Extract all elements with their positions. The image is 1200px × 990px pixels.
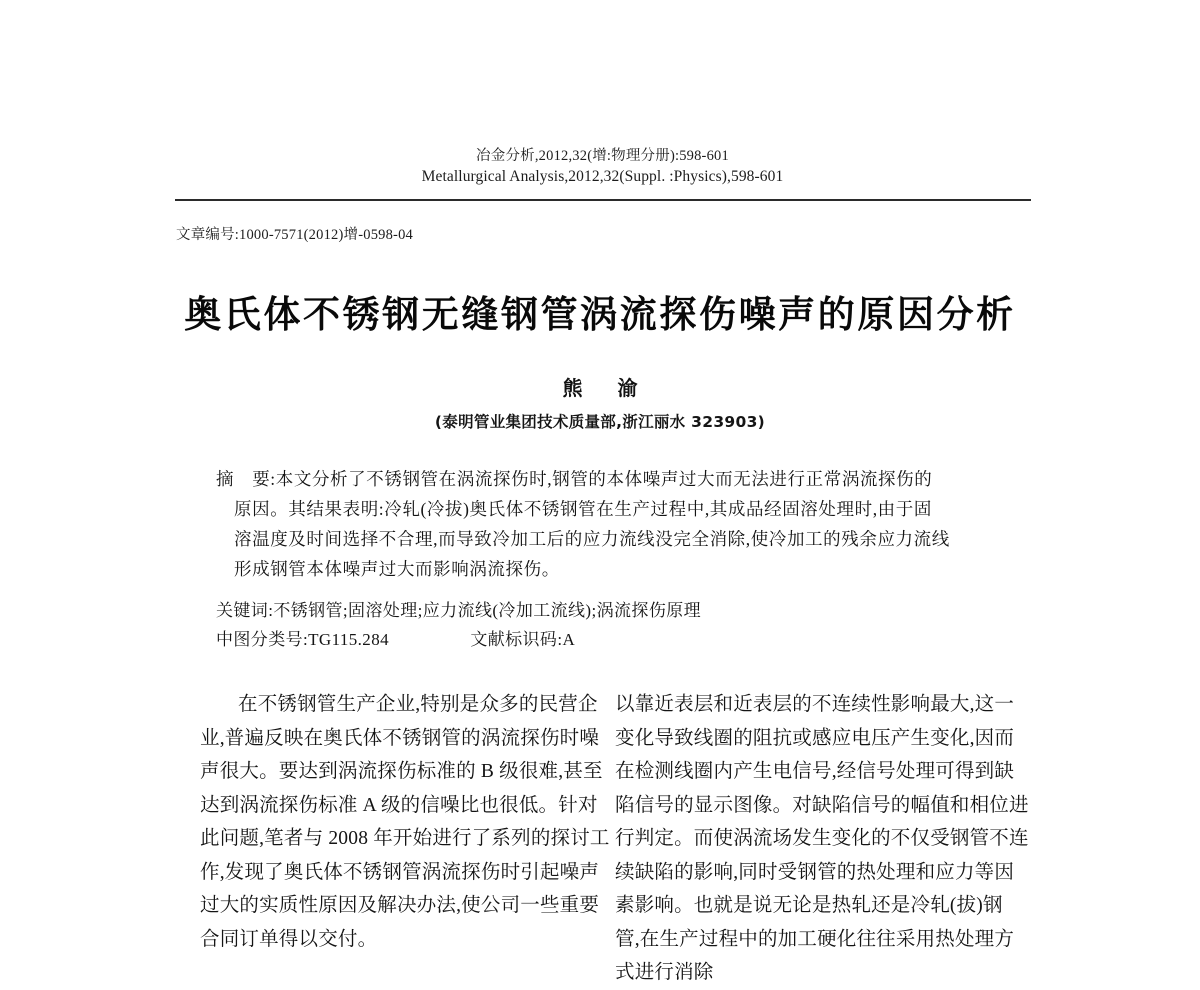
abstract-line: 摘 要:本文分析了不锈钢管在涡流探伤时,钢管的本体噪声过大而无法进行正常涡流探伤的 bbox=[216, 469, 933, 489]
body-columns bbox=[200, 688, 1030, 983]
body-line: 作,发现了奥氏体不锈钢管涡流探伤时引起噪声 bbox=[200, 861, 600, 883]
body-column-left bbox=[200, 688, 610, 956]
body-line: 变化导致线圈的阻抗或感应电压产生变化,因而 bbox=[615, 727, 1015, 749]
author-affiliation: (泰明管业集团技术质量部,浙江丽水 323903) bbox=[434, 413, 766, 431]
body-line: 陷信号的显示图像。对缺陷信号的幅值和相位进 bbox=[615, 794, 1029, 816]
document-code: 文献标识码:A bbox=[470, 630, 576, 649]
body-line: 合同订单得以交付。 bbox=[200, 928, 378, 950]
body-line: 业,普遍反映在奥氏体不锈钢管的涡流探伤时噪 bbox=[200, 727, 600, 749]
metadata-block bbox=[216, 596, 1016, 654]
body-line: 式进行消除 bbox=[615, 962, 714, 983]
abstract-line: 形成钢管本体噪声过大而影响涡流探伤。 bbox=[234, 559, 560, 579]
article-number: 文章编号:1000-7571(2012)增-0598-04 bbox=[176, 227, 413, 243]
body-line: 行判定。而使涡流场发生变化的不仅受钢管不连 bbox=[615, 828, 1029, 849]
journal-running-head bbox=[175, 146, 1030, 188]
header-divider-rule bbox=[175, 199, 1031, 201]
keywords-line: 关键词:不锈钢管;固溶处理;应力流线(冷加工流线);涡流探伤原理 bbox=[216, 601, 702, 620]
abstract-line: 溶温度及时间选择不合理,而导致冷加工后的应力流线没完全消除,使冷加工的残余应力流线 bbox=[234, 529, 950, 549]
abstract-line: 原因。其结果表明:冷轧(冷拔)奥氏体不锈钢管在生产过程中,其成品经固溶处理时,由于固 bbox=[234, 499, 932, 519]
body-line: 在不锈钢管生产企业,特别是众多的民营企 bbox=[238, 694, 598, 715]
running-head-chinese: 冶金分析,2012,32(增:物理分册):598-601 bbox=[476, 148, 729, 164]
body-column-right bbox=[615, 688, 1029, 990]
classification-line bbox=[216, 625, 1016, 654]
body-line: 素影响。也就是说无论是热轧还是冷轧(拔)钢 bbox=[615, 895, 1003, 916]
abstract-block bbox=[216, 464, 1016, 584]
body-line: 以靠近表层和近表层的不连续性影响最大,这一 bbox=[615, 694, 1015, 715]
body-line: 达到涡流探伤标准 A 级的信噪比也很低。针对 bbox=[200, 794, 598, 816]
body-line: 在检测线圈内产生电信号,经信号处理可得到缺 bbox=[615, 761, 1015, 782]
body-line: 管,在生产过程中的加工硬化往往采用热处理方 bbox=[615, 928, 1015, 950]
page-title: 奥氏体不锈钢无缝钢管涡流探伤噪声的原因分析 bbox=[184, 293, 1016, 336]
author-name: 熊 渝 bbox=[562, 376, 652, 400]
clc-number: 中图分类号:TG115.284 bbox=[216, 630, 390, 649]
body-line: 此问题,笔者与 2008 年开始进行了系列的探讨工 bbox=[200, 828, 610, 849]
body-line: 过大的实质性原因及解决办法,使公司一些重要 bbox=[200, 895, 600, 916]
body-line: 声很大。要达到涡流探伤标准的 B 级很难,甚至 bbox=[200, 761, 603, 782]
running-head-english: Metallurgical Analysis,2012,32(Suppl. :Physics),598-601 bbox=[421, 168, 784, 185]
body-line: 续缺陷的影响,同时受钢管的热处理和应力等因 bbox=[615, 861, 1015, 883]
